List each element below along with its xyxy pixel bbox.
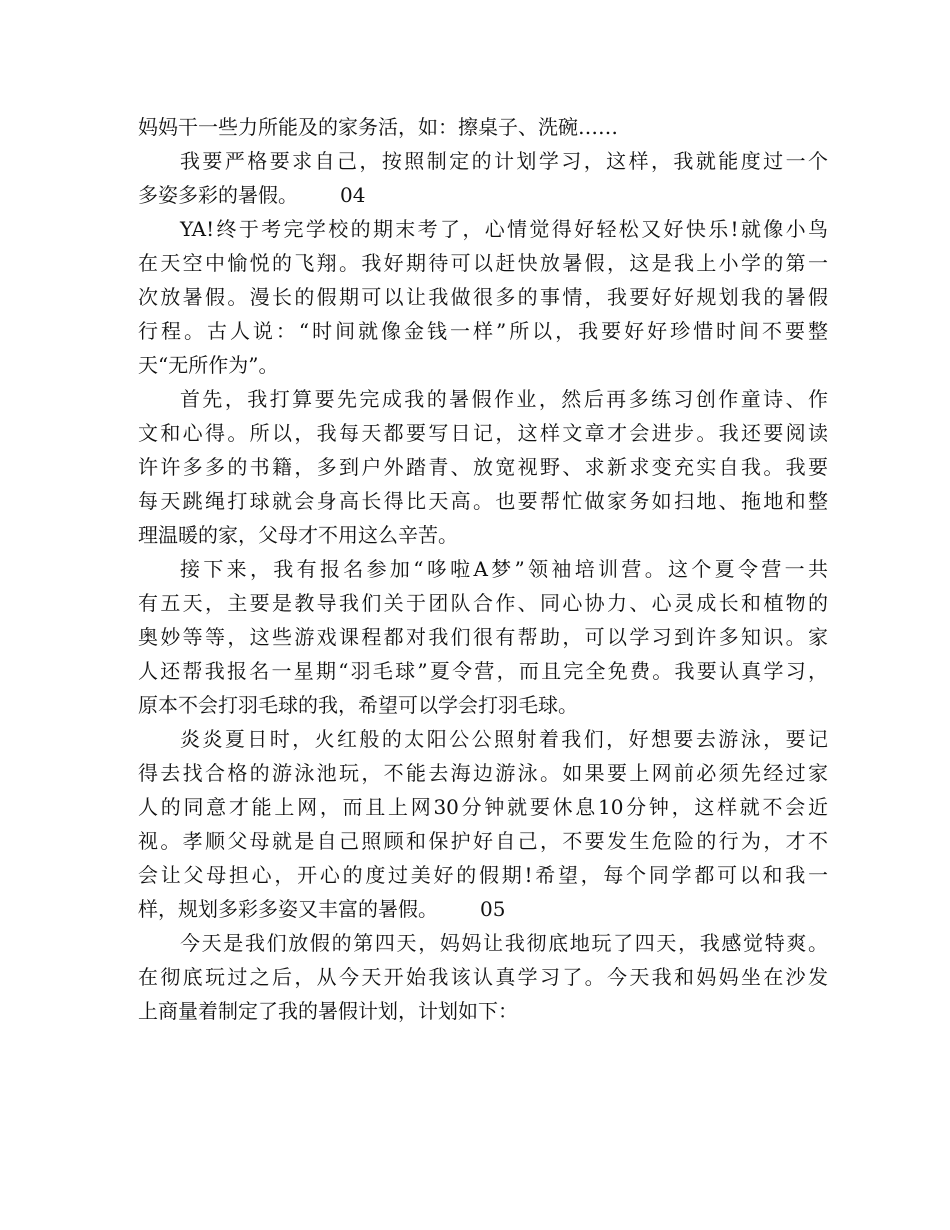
text-line: 次放暑假。漫长的假期可以让我做很多的事情，我要好好规划我的暑假: [138, 285, 828, 309]
text-line: 人的同意才能上网，而且上网30分钟就要休息10分钟，这样就不会近: [138, 795, 828, 819]
text-line: YA!终于考完学校的期末考了，心情觉得好轻松又好快乐!就像小鸟: [180, 217, 828, 241]
paragraph: [138, 722, 828, 926]
text-line: 炎炎夏日时，火红般的太阳公公照射着我们，好想要去游泳，要记: [180, 727, 828, 751]
text-line: 妈妈干一些力所能及的家务活，如：擦桌子、洗碗……: [138, 115, 618, 139]
text-line: [138, 178, 828, 212]
section-number: 04: [340, 183, 366, 207]
paragraph: [138, 212, 828, 382]
text-line: [138, 892, 828, 926]
paragraph: [138, 552, 828, 722]
text-line: 在天空中愉悦的飞翔。我好期待可以赶快放暑假，这是我上小学的第一: [138, 251, 828, 275]
section-number: 05: [480, 897, 506, 921]
paragraph: [138, 144, 828, 212]
text-line: 首先，我打算要先完成我的暑假作业，然后再多练习创作童诗、作: [180, 387, 828, 411]
document-body: [138, 110, 828, 1028]
paragraph: [138, 110, 828, 144]
text-line: 许许多多的书籍，多到户外踏青、放宽视野、求新求变充实自我。我要: [138, 455, 828, 479]
text-line: 每天跳绳打球就会身高长得比天高。也要帮忙做家务如扫地、拖地和整: [138, 489, 828, 513]
paragraph: [138, 926, 828, 1028]
text-line: 人还帮我报名一星期“羽毛球”夏令营，而且完全免费。我要认真学习，: [138, 659, 828, 683]
text-line: 在彻底玩过之后，从今天开始我该认真学习了。今天我和妈妈坐在沙发: [138, 965, 828, 989]
text-line: 我要严格要求自己，按照制定的计划学习，这样，我就能度过一个: [180, 149, 828, 173]
text-line: 原本不会打羽毛球的我，希望可以学会打羽毛球。: [138, 693, 578, 717]
text-line: 接下来，我有报名参加“哆啦A梦”领袖培训营。这个夏令营一共: [180, 557, 828, 581]
text-line: 有五天，主要是教导我们关于团队合作、同心协力、心灵成长和植物的: [138, 591, 828, 615]
text-line: 会让父母担心，开心的度过美好的假期!希望，每个同学都可以和我一: [138, 863, 828, 887]
text-line: 理温暖的家，父母才不用这么辛苦。: [138, 523, 458, 547]
text-line: 视。孝顺父母就是自己照顾和保护好自己，不要发生危险的行为，才不: [138, 829, 828, 853]
text-line: 奥妙等等，这些游戏课程都对我们很有帮助，可以学习到许多知识。家: [138, 625, 828, 649]
paragraph: [138, 382, 828, 552]
text-line: 上商量着制定了我的暑假计划，计划如下：: [138, 999, 518, 1023]
text-line: 天“无所作为”。: [138, 353, 279, 377]
text-line: 行程。古人说：“时间就像金钱一样”所以，我要好好珍惜时间不要整: [138, 319, 828, 343]
text-line-content: 多姿多彩的暑假。: [138, 183, 298, 207]
text-line: 得去找合格的游泳池玩，不能去海边游泳。如果要上网前必须先经过家: [138, 761, 828, 785]
text-line: 今天是我们放假的第四天，妈妈让我彻底地玩了四天，我感觉特爽。: [180, 931, 828, 955]
text-line-content: 样，规划多彩多姿又丰富的暑假。: [138, 897, 438, 921]
text-line: 文和心得。所以，我每天都要写日记，这样文章才会进步。我还要阅读: [138, 421, 828, 445]
